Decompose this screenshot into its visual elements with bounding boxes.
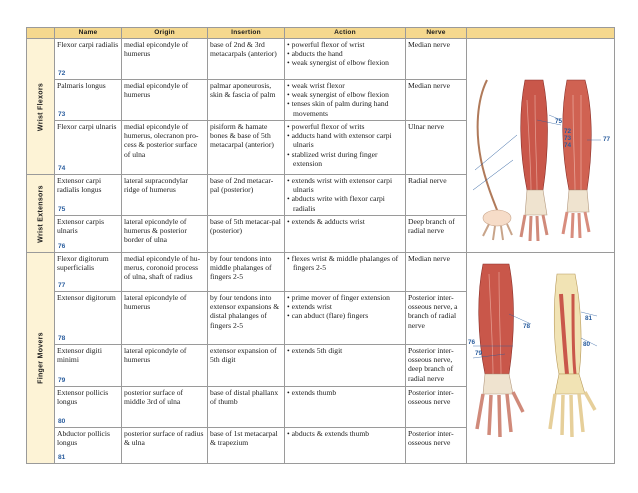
nerve-cell: Deep branch of radial nerve — [406, 216, 467, 253]
muscle-name: Extensor digiti minimi — [57, 346, 102, 365]
origin-cell: lateral epicondyle of humerus & posterior border of ulna — [122, 216, 208, 253]
header-name: Name — [55, 28, 122, 39]
action-cell — [285, 253, 406, 292]
action-item: • extends thumb — [287, 388, 403, 397]
muscle-name: Flexor carpi radialis — [57, 40, 119, 49]
muscle-name-cell — [55, 80, 122, 121]
nerve-cell: Posterior inter-osseous nerve — [406, 428, 467, 464]
action-item: • extends & adducts wrist — [287, 217, 403, 226]
forearm-anterior-drawing — [469, 40, 615, 246]
group-finger-movers — [27, 253, 55, 464]
group-label: Wrist Flexors — [36, 82, 44, 131]
group-wrist-extensors — [27, 175, 55, 253]
origin-cell: posterior surface of middle 3rd of ulna — [122, 387, 208, 428]
figure-number: 74 — [58, 164, 66, 172]
figure-label: 81 — [585, 315, 593, 322]
insertion-cell: base of 1st metacarpal & trapezium — [208, 428, 285, 464]
insertion-cell: base of 5th metacar-pal (posterior) — [208, 216, 285, 253]
origin-cell: lateral supracondylar ridge of humerus — [122, 175, 208, 216]
forearm-posterior-illustration — [467, 253, 615, 464]
forearm-posterior-drawing — [469, 254, 615, 452]
header-action: Action — [285, 28, 406, 39]
figure-label: 73 — [564, 135, 572, 142]
forearm-anterior-illustration — [467, 39, 615, 253]
table-row — [27, 253, 615, 292]
origin-cell: medial epicondyle of humerus — [122, 80, 208, 121]
muscle-name-cell — [55, 345, 122, 387]
nerve-cell: Median nerve — [406, 253, 467, 292]
muscle-name-cell — [55, 292, 122, 345]
muscle-name: Extensor carpi radialis longus — [57, 176, 102, 195]
figure-number: 79 — [58, 376, 66, 384]
muscle-table — [26, 27, 615, 464]
figure-label: 75 — [555, 118, 563, 125]
muscle-name-cell — [55, 253, 122, 292]
action-cell — [285, 39, 406, 80]
insertion-cell: extensor expansion of 5th digit — [208, 345, 285, 387]
action-item: • powerful flexor of writs — [287, 122, 403, 131]
muscle-name: Abductor pollicis longus — [57, 429, 110, 448]
insertion-cell: by four tendons into extensor expansions & distal phalanges of fingers 2-5 — [208, 292, 285, 345]
muscle-name-cell — [55, 428, 122, 464]
muscle-name: Flexor carpi ulnaris — [57, 122, 117, 131]
figure-number: 76 — [58, 242, 66, 250]
nerve-cell: Median nerve — [406, 80, 467, 121]
insertion-cell: by four tendons into middle phalanges of fingers 2-5 — [208, 253, 285, 292]
figure-number: 78 — [58, 334, 66, 342]
action-item: • weak synergist of elbow flexion — [287, 90, 403, 99]
figure-label: 76 — [468, 339, 476, 346]
header-origin: Origin — [122, 28, 208, 39]
action-item: • tenses skin of palm during hand movements — [287, 99, 403, 117]
header-insertion: Insertion — [208, 28, 285, 39]
figure-label: 72 — [564, 128, 572, 135]
action-cell — [285, 345, 406, 387]
action-item: • prime mover of finger extension — [287, 293, 403, 302]
muscle-name-cell — [55, 175, 122, 216]
action-item: • extends 5th digit — [287, 346, 403, 355]
figure-label: 77 — [603, 136, 611, 143]
action-item: • flexes wrist & middle phalanges of fingers 2-5 — [287, 254, 403, 272]
figure-number: 75 — [58, 205, 66, 213]
nerve-cell: Median nerve — [406, 39, 467, 80]
insertion-cell: pisiform & hamate bones & base of 5th metacarpal (anterior) — [208, 121, 285, 175]
action-item: • abducts & extends thumb — [287, 429, 403, 438]
origin-cell: medial epicondyle of hu-merus, coronoid process of ulna, shaft of radius — [122, 253, 208, 292]
action-item: • weak wrist flexor — [287, 81, 403, 90]
origin-cell: lateral epicondyle of humerus — [122, 345, 208, 387]
muscle-name-cell — [55, 121, 122, 175]
action-item: • adducts hand with extensor carpi ulnaris — [287, 131, 403, 149]
action-cell — [285, 216, 406, 253]
group-label: Finger Movers — [36, 332, 44, 384]
muscle-name: Palmaris longus — [57, 81, 106, 90]
table-row — [27, 39, 615, 80]
action-cell — [285, 175, 406, 216]
group-wrist-flexors — [27, 39, 55, 175]
figure-label: 79 — [475, 350, 483, 357]
action-item: • extends wrist with extensor carpi ulnaris — [287, 176, 403, 194]
action-cell — [285, 80, 406, 121]
action-item: • stablized wrist during finger extension — [287, 150, 403, 168]
action-cell — [285, 387, 406, 428]
nerve-cell: Ulnar nerve — [406, 121, 467, 175]
origin-cell: medial epicondyle of humerus — [122, 39, 208, 80]
action-cell — [285, 428, 406, 464]
insertion-cell: base of 2nd metacar-pal (posterior) — [208, 175, 285, 216]
nerve-cell: Posterior inter-osseous nerve — [406, 387, 467, 428]
origin-cell: lateral epicondyle of humerus — [122, 292, 208, 345]
action-cell — [285, 292, 406, 345]
insertion-cell: base of 2nd & 3rd metacarpals (anterior) — [208, 39, 285, 80]
nerve-cell: Radial nerve — [406, 175, 467, 216]
header-nerve: Nerve — [406, 28, 467, 39]
figure-number: 80 — [58, 417, 66, 425]
nerve-cell: Posterior inter-osseous nerve, deep branch of radial nerve — [406, 345, 467, 387]
figure-label: 78 — [523, 323, 531, 330]
action-item: • weak synergist of elbow flexion — [287, 58, 403, 67]
group-label: Wrist Extensors — [36, 184, 44, 243]
muscle-name-cell — [55, 39, 122, 80]
corner-cell — [27, 28, 55, 39]
action-item: • powerful flexor of wrist — [287, 40, 403, 49]
insertion-cell: palmar aponeurosis, skin & fascia of palm — [208, 80, 285, 121]
origin-cell: medial epicondyle of humerus, olecranon pro-cess & posterior surface of ulna — [122, 121, 208, 175]
action-cell — [285, 121, 406, 175]
figure-number: 72 — [58, 69, 66, 77]
muscle-name: Extensor carpis ulnaris — [57, 217, 105, 236]
header-illustration — [467, 28, 615, 39]
action-item: • abducts write with flexor carpi radialis — [287, 194, 403, 212]
nerve-cell: Posterior inter-osseous nerve, a branch of radial nerve — [406, 292, 467, 345]
action-item: • abducts the hand — [287, 49, 403, 58]
muscle-name: Extensor pollicis longus — [57, 388, 109, 407]
figure-number: 81 — [58, 453, 66, 461]
muscle-name: Extensor digitorum — [57, 293, 116, 302]
muscle-name: Flexor digitorum superficialis — [57, 254, 109, 273]
action-item: • extends wrist — [287, 302, 403, 311]
muscle-name-cell — [55, 387, 122, 428]
muscle-name-cell — [55, 216, 122, 253]
figure-label: 74 — [564, 142, 572, 149]
figure-number: 73 — [58, 110, 66, 118]
figure-number: 77 — [58, 281, 66, 289]
figure-label: 80 — [583, 341, 591, 348]
action-item: • can abduct (flare) fingers — [287, 311, 403, 320]
insertion-cell: base of distal phallanx of thumb — [208, 387, 285, 428]
origin-cell: posterior surface of radius & ulna — [122, 428, 208, 464]
